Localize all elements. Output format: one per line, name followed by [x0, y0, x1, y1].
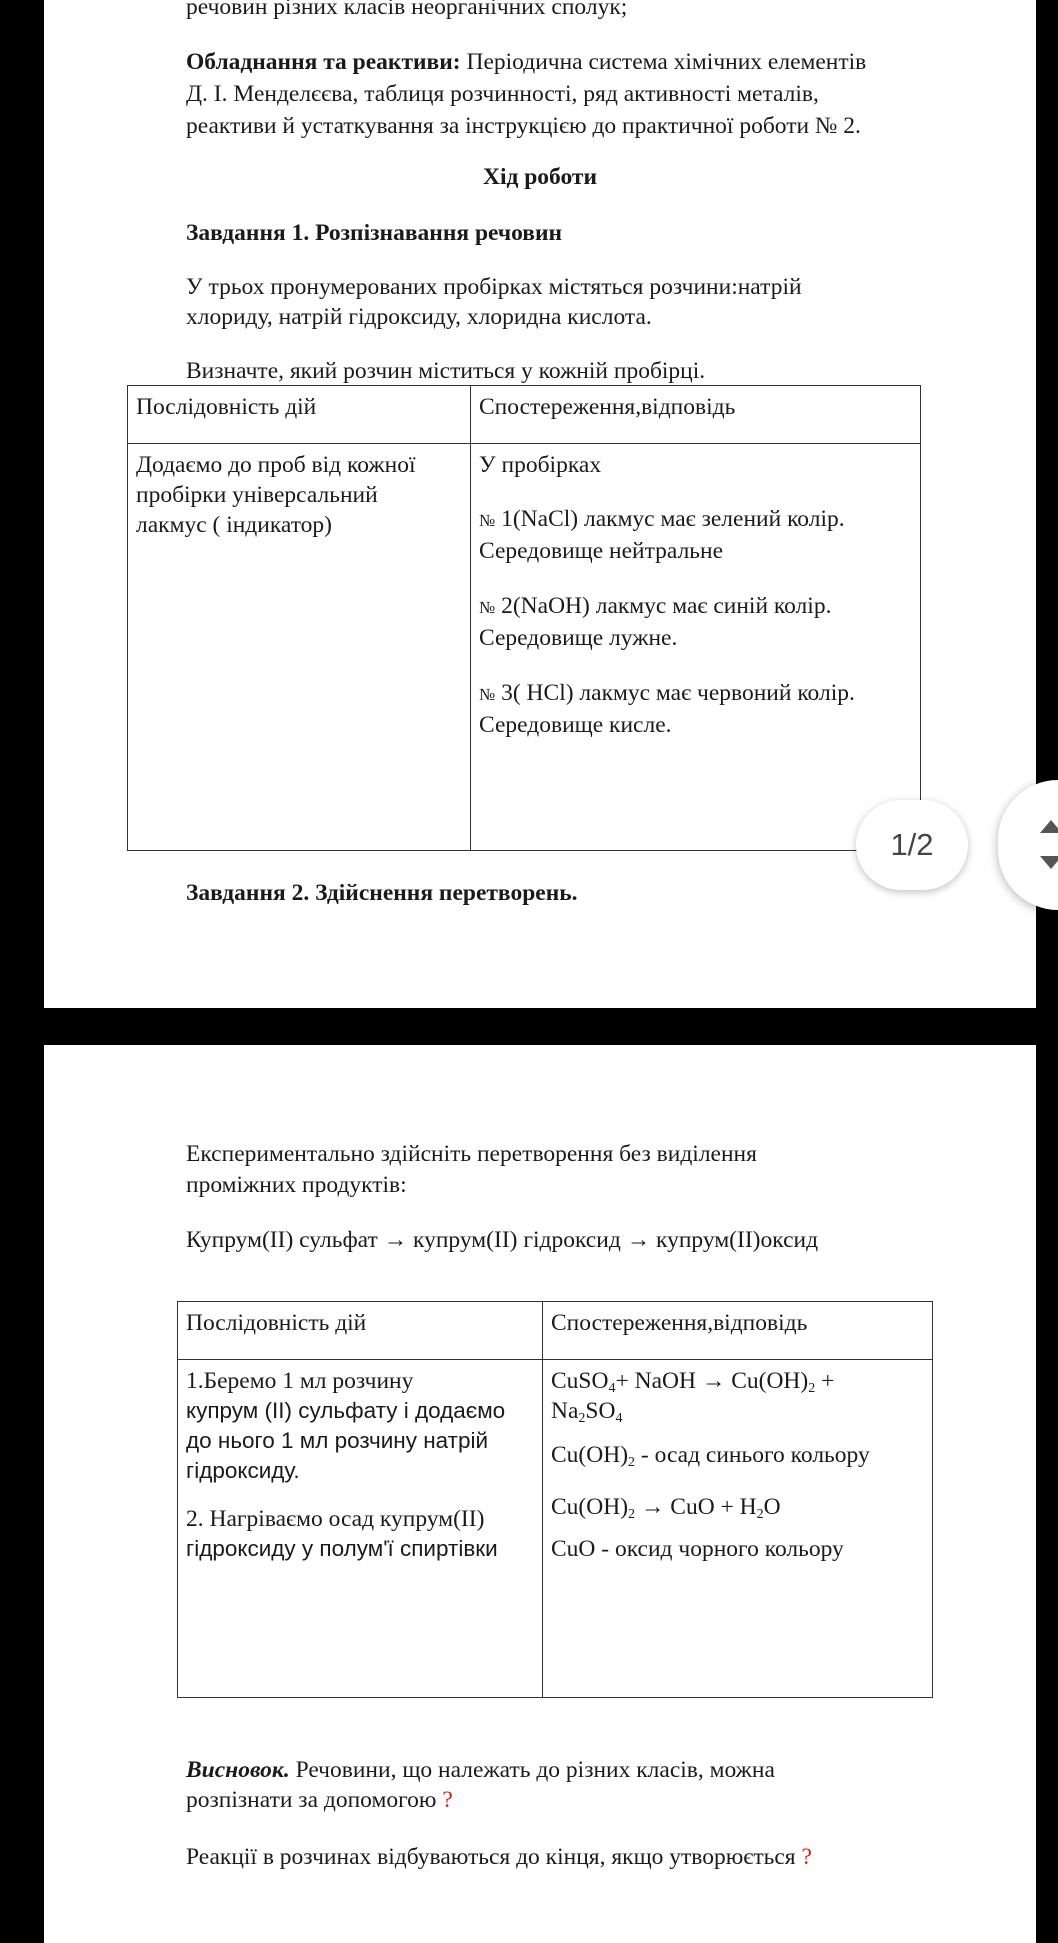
task1-actions-cell: Додаємо до проб від кожної пробірки універсальний лакмус ( індикатор) — [128, 444, 471, 851]
task1-table — [127, 385, 921, 851]
equation-1-cont: $Na_2SO_4$ — [551, 1398, 623, 1426]
observation-oxide: CuO - оксид чорного кольору — [551, 1536, 844, 1562]
page-indicator: 1/2 — [856, 800, 968, 890]
conclusion-line-1: Висновок. Речовини, що належать до різних класів, можна — [186, 1757, 775, 1783]
equation-1: CuSO$_4$+ NaOH → $Cu(OH)_2$ + — [551, 1368, 835, 1396]
transformation-scheme: Купрум(ІІ) сульфат → купрум(ІІ) гідроксид → купрум(ІІ)оксид — [186, 1227, 819, 1253]
equipment-line-3: реактиви й устаткування за інструкцією до практичної роботи № 2. — [186, 113, 861, 139]
top-fragment: речовин різних класів неорганічних сполук; — [186, 0, 628, 20]
task2-table — [177, 1301, 933, 1698]
table-header-right: Спостереження,відповідь — [471, 386, 921, 444]
task2-observations-cell — [543, 1360, 933, 1698]
chevron-up-icon — [1040, 820, 1058, 833]
task1-text-line-1: У трьох пронумерованих пробірках містяться розчини:натрій — [186, 274, 802, 300]
observation-2-line-1: № 2(NaOH) лакмус має синій колір. — [479, 593, 832, 619]
equipment-label: Обладнання та реактиви: — [186, 49, 461, 75]
equation-2: $Cu(OH)_2$ → CuO + $H_2O$ — [551, 1494, 781, 1522]
task1-observations-cell: У пробірках № 1(NaCl) лакмус має зелений колір. Середовище нейтральне № 2(NaOH) лакмус має синій колір. Середовище лужне. № 3( HCl) лакмус має червоний колір. Середовище кисле. — [471, 444, 921, 851]
observation-3-line-1: № 3( HCl) лакмус має червоний колір. — [479, 680, 855, 706]
table-header-left: Послідовність дій — [128, 386, 471, 444]
table2-header-left: Послідовність дій — [178, 1302, 543, 1360]
reactions-line: Реакції в розчинах відбуваються до кінця, якщо утворюється ? — [186, 1844, 812, 1870]
observation-precipitate: $Cu(OH)_2$ - осад синього кольору — [551, 1442, 870, 1470]
conclusion-line-2: розпізнати за допомогою ? — [186, 1787, 453, 1813]
equipment-line-2: Д. І. Менделєєва, таблиця розчинності, ряд активності металів, — [186, 81, 819, 107]
work-heading: Хід роботи — [482, 164, 598, 190]
table2-header-right: Спостереження,відповідь — [543, 1302, 933, 1360]
task1-heading: Завдання 1. Розпізнавання речовин — [186, 220, 563, 246]
question-mark: ? — [442, 1787, 453, 1813]
task2-actions-cell: 1.Беремо 1 мл розчину купрум (II) сульфату і додаємо до нього 1 мл розчину натрій гідроксиду. 2. Нагріваємо осад купрум(II) гідроксиду у полум'ї спиртівки — [178, 1360, 543, 1698]
task2-heading: Завдання 2. Здійснення перетворень. — [186, 880, 578, 906]
task2-intro-line-1: Експериментально здійсніть перетворення без виділення — [186, 1141, 757, 1167]
document-page-2 — [44, 1045, 1036, 1943]
equipment-paragraph: Обладнання та реактиви: Періодична система хімічних елементів — [186, 49, 867, 75]
task1-text-line-2: хлориду, натрій гідроксиду, хлоридна кислота. — [186, 304, 652, 330]
task2-intro-line-2: проміжних продуктів: — [186, 1172, 407, 1198]
question-mark: ? — [801, 1844, 812, 1870]
task1-question: Визначте, який розчин міститься у кожній пробірці. — [186, 358, 706, 384]
chevron-down-icon — [1040, 856, 1058, 869]
observation-1-line-1: № 1(NaCl) лакмус має зелений колір. — [479, 506, 845, 532]
